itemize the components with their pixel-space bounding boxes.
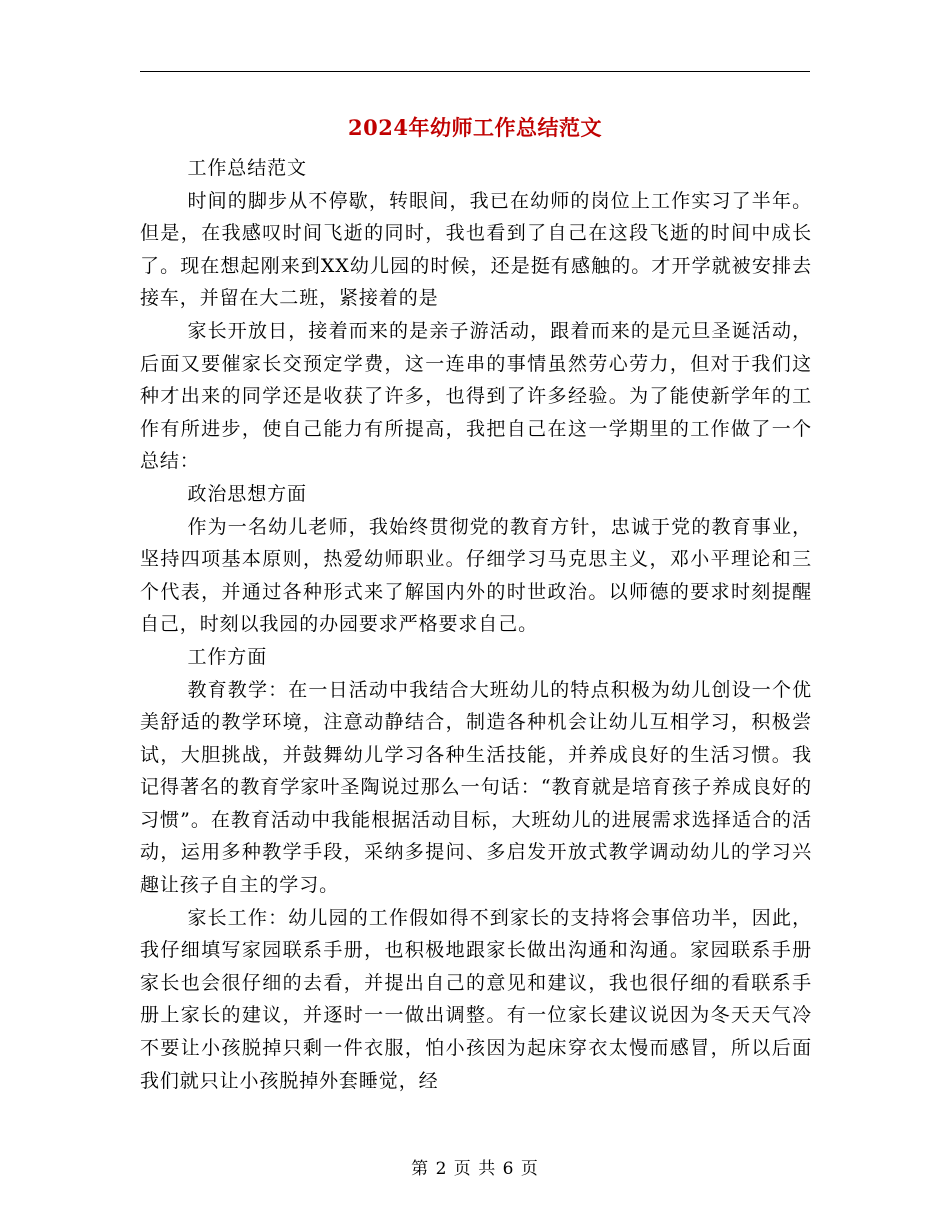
paragraph-heading-work: 工作方面 [187, 645, 268, 668]
paragraph-heading-summary: 工作总结范文 [187, 157, 307, 179]
paragraph-teaching: 教育教学：在一日活动中我结合大班幼儿的特点积极为幼儿创设一个优美舒适的教学环境，注意动静结合，制造各种机会让幼儿互相学习，积极尝试，大胆挑战，并鼓舞幼儿学习各种生活技能，并养成良好的生活习惯。我记得著名的教育学家叶圣陶说过那么一句话：“教育就是培育孩子养成良好的习惯”。在教育活动中我能根据活动目标，大班幼儿的进展需求选择适合的活动，运用多种教学手段，采纳多提问、多启发开放式教学调动幼儿的学习兴趣让孩子自主的学习。 [140, 678, 812, 897]
paragraph-events: 家长开放日，接着而来的是亲子游活动，跟着而来的是元旦圣诞活动，后面又要催家长交预定学费，这一连串的事情虽然劳心劳力，但对于我们这种才出来的同学还是收获了许多，也得到了许多经验。为了能使新学年的工作有所进步，使自己能力有所提高，我把自己在这一学期里的工作做了一个总结： [140, 319, 812, 473]
paragraph-parents: 家长工作：幼儿园的工作假如得不到家长的支持将会事倍功半，因此，我仔细填写家园联系手册，也积极地跟家长做出沟通和沟通。家园联系手册家长也会很仔细的去看，并提出自己的意见和建议，我也很仔细的看联系手册上家长的建议，并逐时一一做出调整。有一位家长建议说因为冬天天气冷不要让小孩脱掉只剩一件衣服，怕小孩因为起床穿衣太慢而感冒，所以后面我们就只让小孩脱掉外套睡觉，经 [140, 906, 812, 1092]
document-title: 2024年幼师工作总结范文 [348, 115, 602, 140]
page-number: 第 2 页 共 6 页 [411, 1159, 539, 1179]
paragraph-heading-politics: 政治思想方面 [187, 482, 307, 505]
header-rule [140, 71, 810, 72]
document-body [140, 152, 812, 1097]
paragraph-politics: 作为一名幼儿老师，我始终贯彻党的教育方针，忠诚于党的教育事业，坚持四项基本原则，热爱幼师职业。仔细学习马克思主义，邓小平理论和三个代表，并通过各种形式来了解国内外的时世政治。以师德的要求时刻提醒自己，时刻以我园的办园要求严格要求自己。 [140, 515, 812, 636]
paragraph-intro: 时间的脚步从不停歇，转眼间，我已在幼师的岗位上工作实习了半年。但是，在我感叹时间飞逝的同时，我也看到了自己在这段飞逝的时间中成长了。现在想起刚来到XX幼儿园的时候，还是挺有感触的。才开学就被安排去接车，并留在大二班，紧接着的是 [140, 189, 812, 310]
